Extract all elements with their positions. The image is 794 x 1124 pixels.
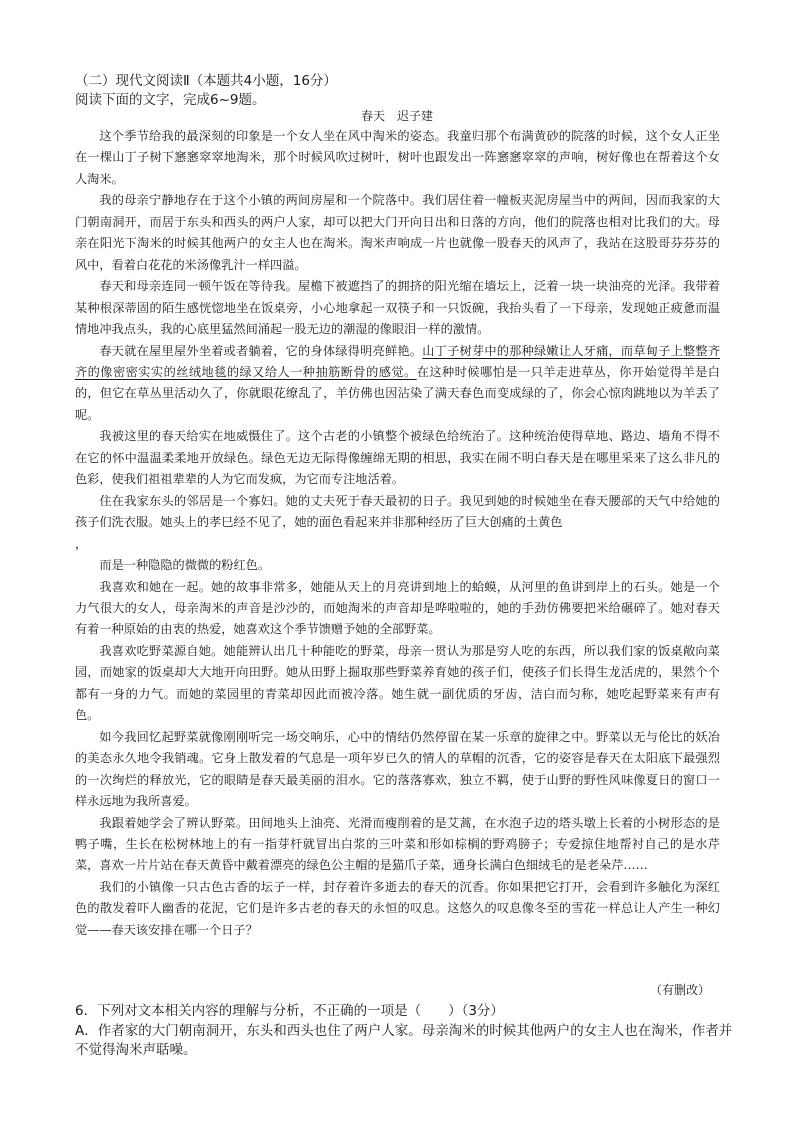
article-body bbox=[75, 126, 720, 941]
section-instruction: 阅读下面的文字，完成6~9题。 bbox=[75, 92, 266, 108]
paragraph-11: 我们的小镇像一只古色古香的坛子一样，封存着许多逝去的春天的沉香。你如果把它打开，会看到许多触化为深红色的散发着吓人幽香的花泥，它们是许多古老的春天的永恒的叹息。这悠久的叹息像冬至的雪花一样总让人产生一种幻觉——春天该安排在哪一个日子？ bbox=[75, 879, 720, 937]
paragraph-9: 如今我回忆起野菜就像刚刚听完一场交响乐，心中的情结仍然停留在某一乐章的旋律之中。野菜以无与伦比的妖冶的美态永久地令我销魂。它身上散发着的气息是一项年岁已久的情人的草帽的沉香，它的姿容是春天在太阳底下最强烈的一次绚烂的释放光，它的眼睛是春天最美丽的泪水。它的落落寡欢，独立不羁，使于山野的野性风味像夏日的窗口一样永远地为我所喜爱。 bbox=[75, 729, 720, 809]
article-title: 春天 迟子建 bbox=[360, 109, 433, 123]
paragraph-7: 我喜欢和她在一起。她的故事非常多，她能从天上的月亮讲到地上的蛤蟆，从河里的鱼讲到岸上的石头。她是一个力气很大的女人，母亲淘米的声音是沙沙的，而她淘米的声音却是哗啦啦的，她的手劲仿佛要把米给碾碎了。她对春天有着一种原始的由衷的热爱，她喜欢这个季节馈赠予她的全部野菜。 bbox=[75, 579, 720, 637]
paragraph-6-end: 而是一种隐隐的微微的粉红色。 bbox=[99, 558, 271, 573]
underlined-sentence: 山丁子树芽中的那种绿嫩让人牙痛，而草甸子上整整齐齐的像密密实实的丝绒地毯的绿又给人一种抽筋断骨的感觉。 bbox=[75, 343, 721, 379]
paragraph-4-end: 在这种时候哪怕是一只羊走进草丛，你开始觉得羊是白的，但它在草丛里活动久了，你就眼花缭乱了，羊仿佛也因沾染了满天春色而变成绿的了，你会心惊肉跳地以为羊丢了呢。 bbox=[75, 364, 720, 422]
paragraph-8: 我喜欢吃野菜源自她。她能辨认出几十种能吃的野菜，母亲一贯认为那是穷人吃的东西，所以我们家的饭桌敞向菜园，而她家的饭桌却大大地开向田野。她从田野上掘取那些野菜养育她的孩子们，使孩子们长得生龙活虎的，果然个个都有一身的力气。而她的菜园里的青菜却因此而被冷落。她生就一副优质的牙齿，洁白而匀称，她吃起野菜来有声有色。 bbox=[75, 643, 720, 723]
paragraph-6: 住在我家东头的邻居是一个寡妇。她的丈夫死于春天最初的日子。我见到她的时候她坐在春天腰部的天气中给她的孩子们洗衣服。她头上的孝巳经不见了，她的面色看起来并非那种经历了巨大创痛的土黄色 bbox=[75, 493, 720, 530]
paragraph-4 bbox=[75, 341, 720, 427]
paragraph-1: 这个季节给我的最深刻的印象是一个女人坐在风中淘米的姿态。我童归那个布满黄砂的院落的时候，这个女人正坐在一棵山丁子树下窸窸窣窣地淘米，那个时候风吹过树叶，树叶也跟发出一阵窸窸窣窣的声响，树好像也在帮着这个女人淘米。 bbox=[75, 129, 720, 186]
paragraph-6-comma: ， bbox=[75, 536, 88, 551]
paragraph-3: 春天和母亲连同一顿午饭在等待我。屋檐下被遮挡了的拥挤的阳光缩在墙坛上，泛着一块一块油亮的光泽。我带着某种根深蒂固的陌生感恍惚地坐在饭桌旁，小心地拿起一双筷子和一只饭碗，我抬头看了一下母亲，发现她正疲惫而温情地冲我点头，我的心底里猛然间涌起一股无边的潮湿的像眼泪一样的激情。 bbox=[75, 279, 720, 337]
question-6-option-a: A．作者家的大门朝南洞开，东头和西头也住了两户人家。母亲淘米的时候其他两户的女主人也在淘米，作者并不觉得淘米声聒噪。 bbox=[75, 1023, 733, 1058]
section-heading: （二）现代文阅读Ⅱ（本题共4小题，16分） bbox=[75, 73, 337, 89]
paragraph-10: 我跟着她学会了辨认野菜。田间地头上油亮、光滑而瘦削着的是艾蒿，在水泡子边的塔头墩上长着的小树形态的是鸭子嘴，生长在松树林地上的有一指芽杆就冒出白浆的三叶菜和形如棕榈的野鸡膀子；专爱掠住地帮衬自己的是水芹菜，喜欢一片片站在春天黄昏中戴着漂亮的绿色公主帽的是猫爪子菜，通身长满白色细绒毛的是老朵芹…… bbox=[75, 815, 720, 873]
paragraph-4-start: 春天就在屋里屋外坐着或者躺着，它的身体绿得明亮鲜艳。 bbox=[99, 343, 423, 358]
paragraph-2: 我的母亲宁静地存在于这个小镇的两间房屋和一个院落中。我们居住着一幢板夹泥房屋当中的两间，因而我家的大门朝南洞开，而居于东头和西头的两户人家，却可以把大门开向日出和日落的方向，他们的院落也相对比我们的大。母亲在阳光下淘米的时候其他两户的女主人也在淘米。淘米声响成一片也就像一股春天的风声了，我站在这股哥芬芬芬的风中，看着白花花的米汤像乳汁一样四溢。 bbox=[75, 193, 720, 272]
source-note: （有删改） bbox=[649, 983, 710, 997]
paragraph-5: 我被这里的春天给实在地威慑住了。这个古老的小镇整个被绿色给统治了。这种统治使得草地、路边、墙角不得不在它的怀中温温柔柔地开放绿色。绿色无边无际得像缠绵无期的相思，我实在闹不明白春天是在哪里采来了这么非凡的色彩，使我们祖祖辈辈的人为它而发疯，为它而专注地活着。 bbox=[75, 429, 720, 487]
question-6-stem: 6．下列对文本相关内容的理解与分析，不正确的一项是（ ）（3分） bbox=[75, 1003, 504, 1019]
